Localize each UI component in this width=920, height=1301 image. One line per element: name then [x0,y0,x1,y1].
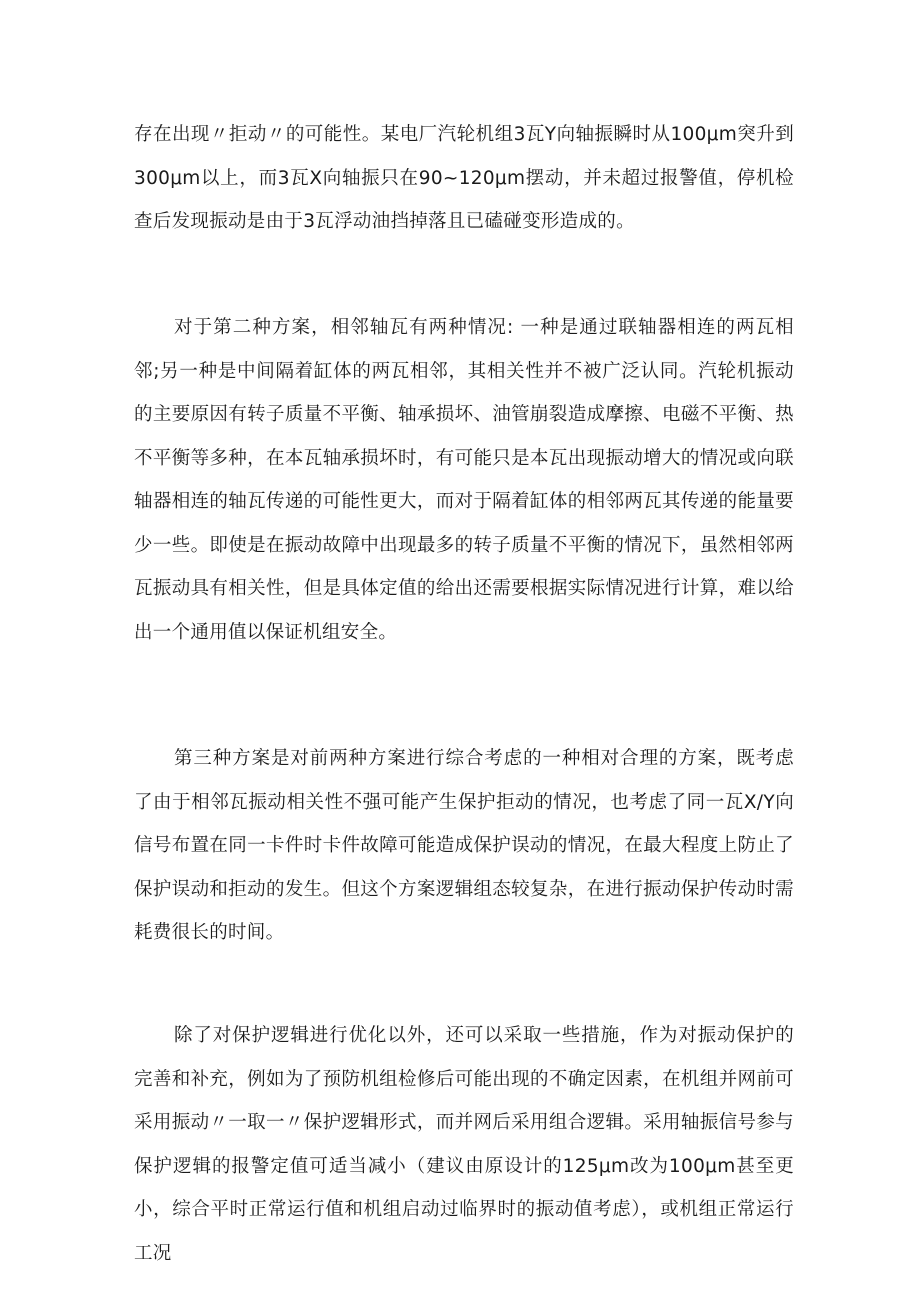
paragraph-3: 第三种方案是对前两种方案进行综合考虑的一种相对合理的方案，既考虑了由于相邻瓦振动相关性不强可能产生保护拒动的情况，也考虑了同一瓦X/Y向信号布置在同一卡件时卡件故障可能造成保护误动的情况，在最大程度上防止了保护误动和拒动的发生。但这个方案逻辑组态较复杂，在进行振动保护传动时需耗费很长的时间。 [134,748,794,943]
paragraph-2: 对于第二种方案，相邻轴瓦有两种情况: 一种是通过联轴器相连的两瓦相邻;另一种是中间隔着缸体的两瓦相邻，其相关性并不被广泛认同。汽轮机振动的主要原因有转子质量不平衡、轴承损坏、油管崩裂造成摩擦、电磁不平衡、热不平衡等多种，在本瓦轴承损坏时，有可能只是本瓦出现振动增大的情况或向联轴器相连的轴瓦传递的可能性更大，而对于隔着缸体的相邻两瓦其传递的能量要少一些。即使是在振动故障中出现最多的转子质量不平衡的情况下，虽然相邻两瓦振动具有相关性，但是具体定值的给出还需要根据实际情况进行计算，难以给出一个通用值以保证机组安全。 [134,317,794,643]
paragraph-4: 除了对保护逻辑进行优化以外，还可以采取一些措施，作为对振动保护的完善和补充，例如为了预防机组检修后可能出现的不确定因素，在机组并网前可采用振动〃一取一〃保护逻辑形式，而并网后采用组合逻辑。采用轴振信号参与保护逻辑的报警定值可适当减小（建议由原设计的125μm改为100μm甚至更小，综合平时正常运行值和机组启动过临界时的振动值考虑），或机组正常运行工况 [134,1025,794,1264]
paragraph-1: 存在出现〃拒动〃的可能性。某电厂汽轮机组3瓦Y向轴振瞬时从100μm突升到300μm以上，而3瓦X向轴振只在90~120μm摆动，并未超过报警值，停机检查后发现振动是由于3瓦浮动油挡掉落且已磕碰变形造成的。 [134,124,794,232]
